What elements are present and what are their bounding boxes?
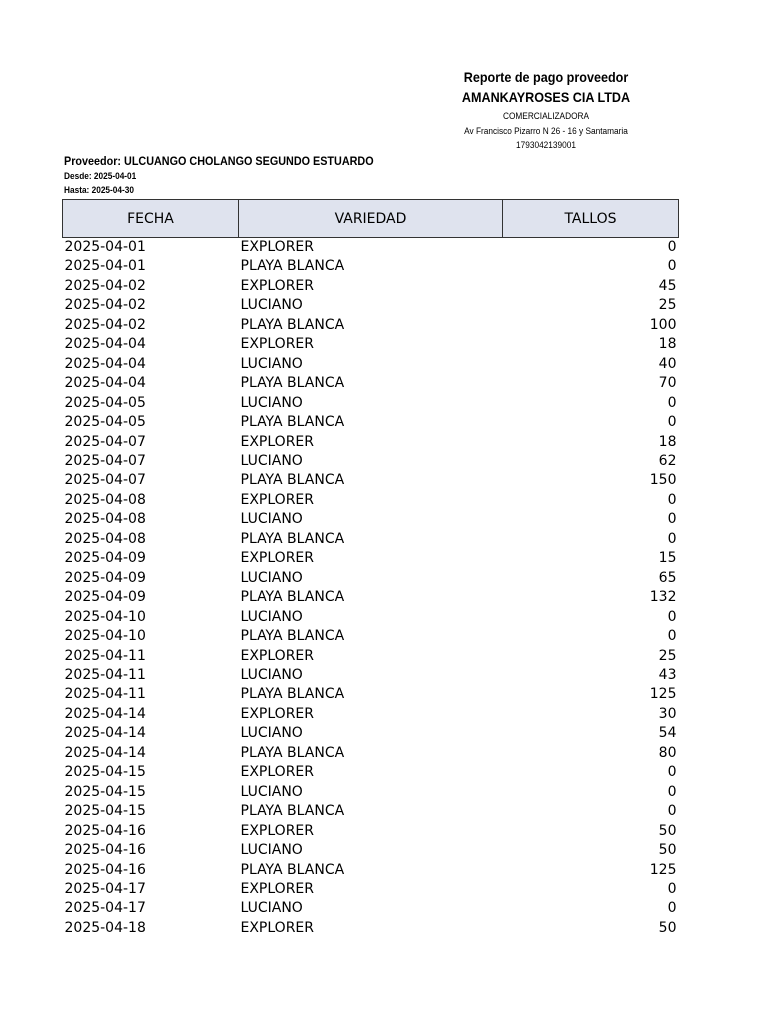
table-row (63, 763, 679, 782)
cell-variedad: PLAYA BLANCA (240, 375, 345, 392)
cell-variedad: EXPLORER (240, 705, 314, 722)
table-row (63, 919, 679, 938)
company-address: Av Francisco Pizarro N 26 - 16 y Santamaria (464, 125, 628, 136)
cell-fecha: 2025-04-01 (64, 258, 146, 275)
report-title: Reporte de pago proveedor (463, 69, 629, 85)
cell-variedad: EXPLORER (240, 647, 314, 664)
cell-tallos: 0 (667, 900, 677, 917)
company-name: AMANKAYROSES CIA LTDA (461, 89, 631, 105)
cell-variedad: EXPLORER (240, 336, 314, 353)
cell-fecha: 2025-04-17 (64, 900, 146, 917)
cell-variedad: PLAYA BLANCA (240, 744, 345, 761)
cell-tallos: 25 (658, 647, 677, 664)
cell-tallos: 0 (667, 880, 677, 897)
cell-tallos: 0 (667, 511, 677, 528)
cell-fecha: 2025-04-11 (64, 666, 146, 683)
date-from: Desde: 2025-04-01 (64, 171, 137, 181)
cell-fecha: 2025-04-04 (64, 375, 146, 392)
cell-variedad: EXPLORER (240, 239, 314, 255)
table-row (63, 530, 679, 549)
table-row (63, 491, 679, 510)
cell-fecha: 2025-04-15 (64, 803, 146, 820)
date-to: Hasta: 2025-04-30 (64, 185, 134, 195)
cell-tallos: 43 (658, 666, 677, 683)
cell-fecha: 2025-04-07 (64, 433, 146, 450)
cell-variedad: EXPLORER (240, 433, 314, 450)
cell-tallos: 70 (658, 375, 677, 392)
cell-fecha: 2025-04-11 (64, 647, 146, 664)
cell-variedad: PLAYA BLANCA (240, 686, 345, 703)
cell-variedad: LUCIANO (240, 452, 303, 469)
cell-variedad: LUCIANO (240, 355, 303, 372)
cell-variedad: LUCIANO (240, 511, 303, 528)
cell-tallos: 30 (658, 705, 677, 722)
payment-table (62, 199, 679, 938)
table-row (63, 257, 679, 276)
cell-tallos: 50 (658, 919, 677, 936)
table-row (63, 277, 679, 296)
cell-tallos: 50 (658, 822, 677, 839)
cell-variedad: EXPLORER (240, 550, 314, 567)
cell-fecha: 2025-04-18 (64, 919, 146, 936)
table-row (63, 666, 679, 685)
cell-variedad: EXPLORER (240, 822, 314, 839)
table-row (63, 744, 679, 763)
table-row (63, 685, 679, 704)
cell-fecha: 2025-04-04 (64, 336, 146, 353)
cell-tallos: 0 (667, 258, 677, 275)
cell-fecha: 2025-04-11 (64, 686, 146, 703)
table-row (63, 510, 679, 529)
cell-fecha: 2025-04-08 (64, 511, 146, 528)
cell-fecha: 2025-04-05 (64, 394, 146, 411)
cell-fecha: 2025-04-09 (64, 589, 146, 606)
cell-fecha: 2025-04-02 (64, 316, 146, 333)
cell-tallos: 18 (658, 336, 677, 353)
cell-tallos: 80 (658, 744, 677, 761)
cell-variedad: EXPLORER (240, 277, 314, 294)
table-row (63, 296, 679, 315)
cell-fecha: 2025-04-16 (64, 861, 146, 878)
table-row (63, 880, 679, 899)
table-header-row (63, 200, 679, 238)
cell-tallos: 0 (667, 530, 677, 547)
cell-fecha: 2025-04-07 (64, 472, 146, 489)
cell-tallos: 62 (658, 452, 677, 469)
table-row (63, 647, 679, 666)
cell-tallos: 125 (649, 686, 677, 703)
table-row (63, 899, 679, 918)
cell-tallos: 0 (667, 803, 677, 820)
report-header (420, 68, 672, 153)
cell-fecha: 2025-04-08 (64, 530, 146, 547)
cell-variedad: EXPLORER (240, 919, 314, 936)
cell-variedad: EXPLORER (240, 880, 314, 897)
cell-tallos: 0 (667, 491, 677, 508)
cell-fecha: 2025-04-05 (64, 414, 146, 431)
cell-variedad: PLAYA BLANCA (240, 258, 345, 275)
cell-fecha: 2025-04-09 (64, 550, 146, 567)
cell-tallos: 40 (658, 355, 677, 372)
cell-variedad: PLAYA BLANCA (240, 803, 345, 820)
cell-tallos: 125 (649, 861, 677, 878)
table-row (63, 627, 679, 646)
cell-tallos: 150 (649, 472, 677, 489)
cell-fecha: 2025-04-10 (64, 628, 146, 645)
cell-fecha: 2025-04-04 (64, 355, 146, 372)
cell-fecha: 2025-04-02 (64, 277, 146, 294)
table-row (63, 471, 679, 490)
cell-tallos: 0 (667, 783, 677, 800)
table-row (63, 861, 679, 880)
cell-variedad: LUCIANO (240, 666, 303, 683)
cell-fecha: 2025-04-02 (64, 297, 146, 314)
cell-variedad: PLAYA BLANCA (240, 530, 345, 547)
table-row (63, 705, 679, 724)
cell-fecha: 2025-04-14 (64, 744, 146, 761)
column-header-tallos: TALLOS (503, 200, 679, 238)
company-type: COMERCIALIZADORA (502, 111, 590, 121)
table-row (63, 724, 679, 743)
cell-variedad: LUCIANO (240, 297, 303, 314)
cell-variedad: EXPLORER (240, 764, 314, 781)
cell-variedad: LUCIANO (240, 900, 303, 917)
cell-variedad: LUCIANO (240, 842, 303, 859)
cell-tallos: 45 (658, 277, 677, 294)
cell-fecha: 2025-04-07 (64, 452, 146, 469)
table-row (63, 588, 679, 607)
column-header-fecha: FECHA (63, 200, 239, 238)
cell-variedad: PLAYA BLANCA (240, 414, 345, 431)
cell-tallos: 18 (658, 433, 677, 450)
cell-variedad: EXPLORER (240, 491, 314, 508)
cell-tallos: 15 (658, 550, 677, 567)
cell-variedad: LUCIANO (240, 725, 303, 742)
cell-tallos: 0 (667, 239, 677, 255)
provider-line: Proveedor: ULCUANGO CHOLANGO SEGUNDO ESTUARDO (64, 154, 374, 168)
cell-variedad: PLAYA BLANCA (240, 316, 345, 333)
cell-fecha: 2025-04-10 (64, 608, 146, 625)
column-header-variedad: VARIEDAD (239, 200, 503, 238)
table-row (63, 802, 679, 821)
cell-fecha: 2025-04-15 (64, 783, 146, 800)
cell-variedad: LUCIANO (240, 608, 303, 625)
cell-fecha: 2025-04-01 (64, 239, 146, 255)
table-row (63, 413, 679, 432)
cell-variedad: PLAYA BLANCA (240, 628, 345, 645)
cell-tallos: 54 (658, 725, 677, 742)
cell-tallos: 100 (649, 316, 677, 333)
cell-variedad: PLAYA BLANCA (240, 861, 345, 878)
table-row (63, 783, 679, 802)
table-row (63, 238, 679, 258)
cell-tallos: 50 (658, 842, 677, 859)
cell-fecha: 2025-04-09 (64, 569, 146, 586)
table-row (63, 335, 679, 354)
cell-fecha: 2025-04-17 (64, 880, 146, 897)
cell-fecha: 2025-04-14 (64, 705, 146, 722)
table-row (63, 355, 679, 374)
cell-variedad: PLAYA BLANCA (240, 472, 345, 489)
cell-fecha: 2025-04-15 (64, 764, 146, 781)
cell-tallos: 0 (667, 414, 677, 431)
cell-variedad: PLAYA BLANCA (240, 589, 345, 606)
table-row (63, 394, 679, 413)
cell-tallos: 0 (667, 394, 677, 411)
cell-tallos: 0 (667, 764, 677, 781)
cell-tallos: 0 (667, 628, 677, 645)
company-ruc: 1793042139001 (516, 140, 576, 150)
cell-fecha: 2025-04-16 (64, 842, 146, 859)
cell-fecha: 2025-04-16 (64, 822, 146, 839)
cell-fecha: 2025-04-08 (64, 491, 146, 508)
cell-tallos: 65 (658, 569, 677, 586)
table-row (63, 841, 679, 860)
cell-variedad: LUCIANO (240, 569, 303, 586)
table-row (63, 433, 679, 452)
table-body (63, 238, 679, 939)
cell-variedad: LUCIANO (240, 783, 303, 800)
report-meta (64, 153, 408, 197)
table-row (63, 316, 679, 335)
table-row (63, 374, 679, 393)
table-row (63, 822, 679, 841)
cell-tallos: 25 (658, 297, 677, 314)
table-row (63, 569, 679, 588)
table-row (63, 549, 679, 568)
cell-tallos: 132 (649, 589, 677, 606)
cell-tallos: 0 (667, 608, 677, 625)
table-row (63, 452, 679, 471)
cell-variedad: LUCIANO (240, 394, 303, 411)
table-row (63, 608, 679, 627)
cell-fecha: 2025-04-14 (64, 725, 146, 742)
